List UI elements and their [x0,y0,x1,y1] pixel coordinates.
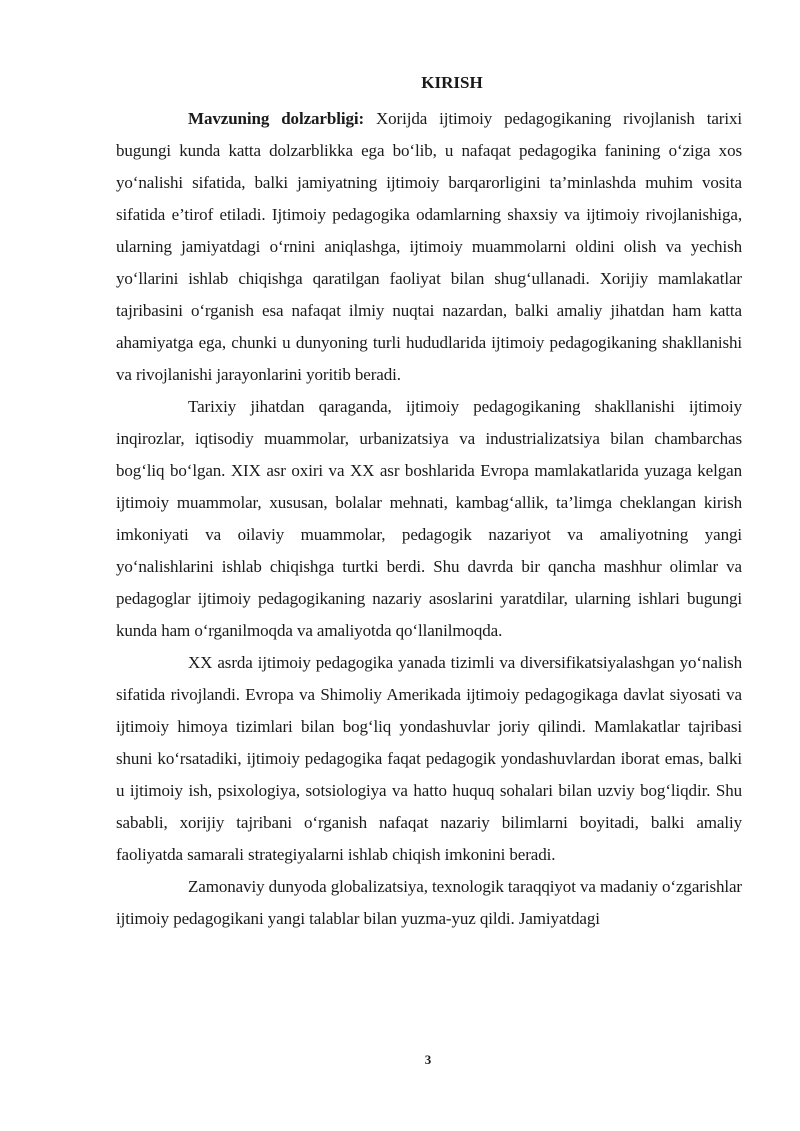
paragraph-lead: Mavzuning dolzarbligi: [188,109,365,128]
section-heading: KIRISH [421,73,483,92]
paragraph-4: Zamonaviy dunyoda globalizatsiya, texnologik taraqqiyot va madaniy o‘zgarishlar ijtimoiy pedagogikani yangi talablar bilan yuzma-yuz qildi. Jamiyatdagi [116,877,742,928]
paragraph-1 [116,103,742,391]
paragraph-text: Xorijda ijtimoiy pedagogikaning rivojlanish tarixi bugungi kunda katta dolzarblikka ega bo‘lib, u nafaqat pedagogika fanining o‘ziga xos yo‘nalishi sifatida, balki jamiyatning ijtimoiy barqarorligini ta’minlashda muhim vosita sifatida e’tirof etiladi. Ijtimoiy pedagogika odamlarning shaxsiy va ijtimoiy rivojlanishiga, ularning jamiyatdagi o‘rnini aniqlashga, ijtimoiy muammolarni oldini olish va yechish yo‘llarini ishlab chiqishga qaratilgan faoliyat bilan shug‘ullanadi. Xorijiy mamlakatlar tajribasini o‘rganish esa nafaqat ilmiy nuqtai nazardan, balki amaliy jihatdan ham katta ahamiyatga ega, chunki u dunyoning turli hududlarida ijtimoiy pedagogikaning shakllanishi va rivojlanishi jarayonlarini yoritib beradi. [116,109,742,384]
paragraph-3: XX asrda ijtimoiy pedagogika yanada tizimli va diversifikatsiyalashgan yo‘nalish sifatida rivojlandi. Evropa va Shimoliy Amerikada ijtimoiy pedagogikaga davlat siyosati va ijtimoiy himoya tizimlari bilan bog‘liq yondashuvlar joriy qilindi. Mamlakatlar tajribasi shuni ko‘rsatadiki, ijtimoiy pedagogika faqat pedagogik yondashuvlardan iborat emas, balki u ijtimoiy ish, psixologiya, sotsiologiya va hatto huquq sohalari bilan uzviy bog‘liqdir. Shu sababli, xorijiy tajribani o‘rganish nafaqat nazariy bilimlarni boyitadi, balki amaliy faoliyatda samarali strategiyalarni ishlab chiqish imkonini beradi. [116,653,742,864]
document-page [116,72,742,935]
page-number: 3 [424,1052,432,1067]
paragraph-2: Tarixiy jihatdan qaraganda, ijtimoiy pedagogikaning shakllanishi ijtimoiy inqirozlar, iqtisodiy muammolar, urbanizatsiya va industrializatsiya bilan chambarchas bog‘liq bo‘lgan. XIX asr oxiri va XX asr boshlarida Evropa mamlakatlarida yuzaga kelgan ijtimoiy muammolar, xususan, bolalar mehnati, kambag‘allik, ta’limga cheklangan kirish imkoniyati va oilaviy muammolar, pedagogik nazariyot va amaliyotning yangi yo‘nalishlarini ishlab chiqishga turtki berdi. Shu davrda bir qancha mashhur olimlar va pedagoglar ijtimoiy pedagogikaning nazariy asoslarini yaratdilar, ularning ishlari bugungi kunda ham o‘rganilmoqda va amaliyotda qo‘llanilmoqda. [116,397,742,640]
